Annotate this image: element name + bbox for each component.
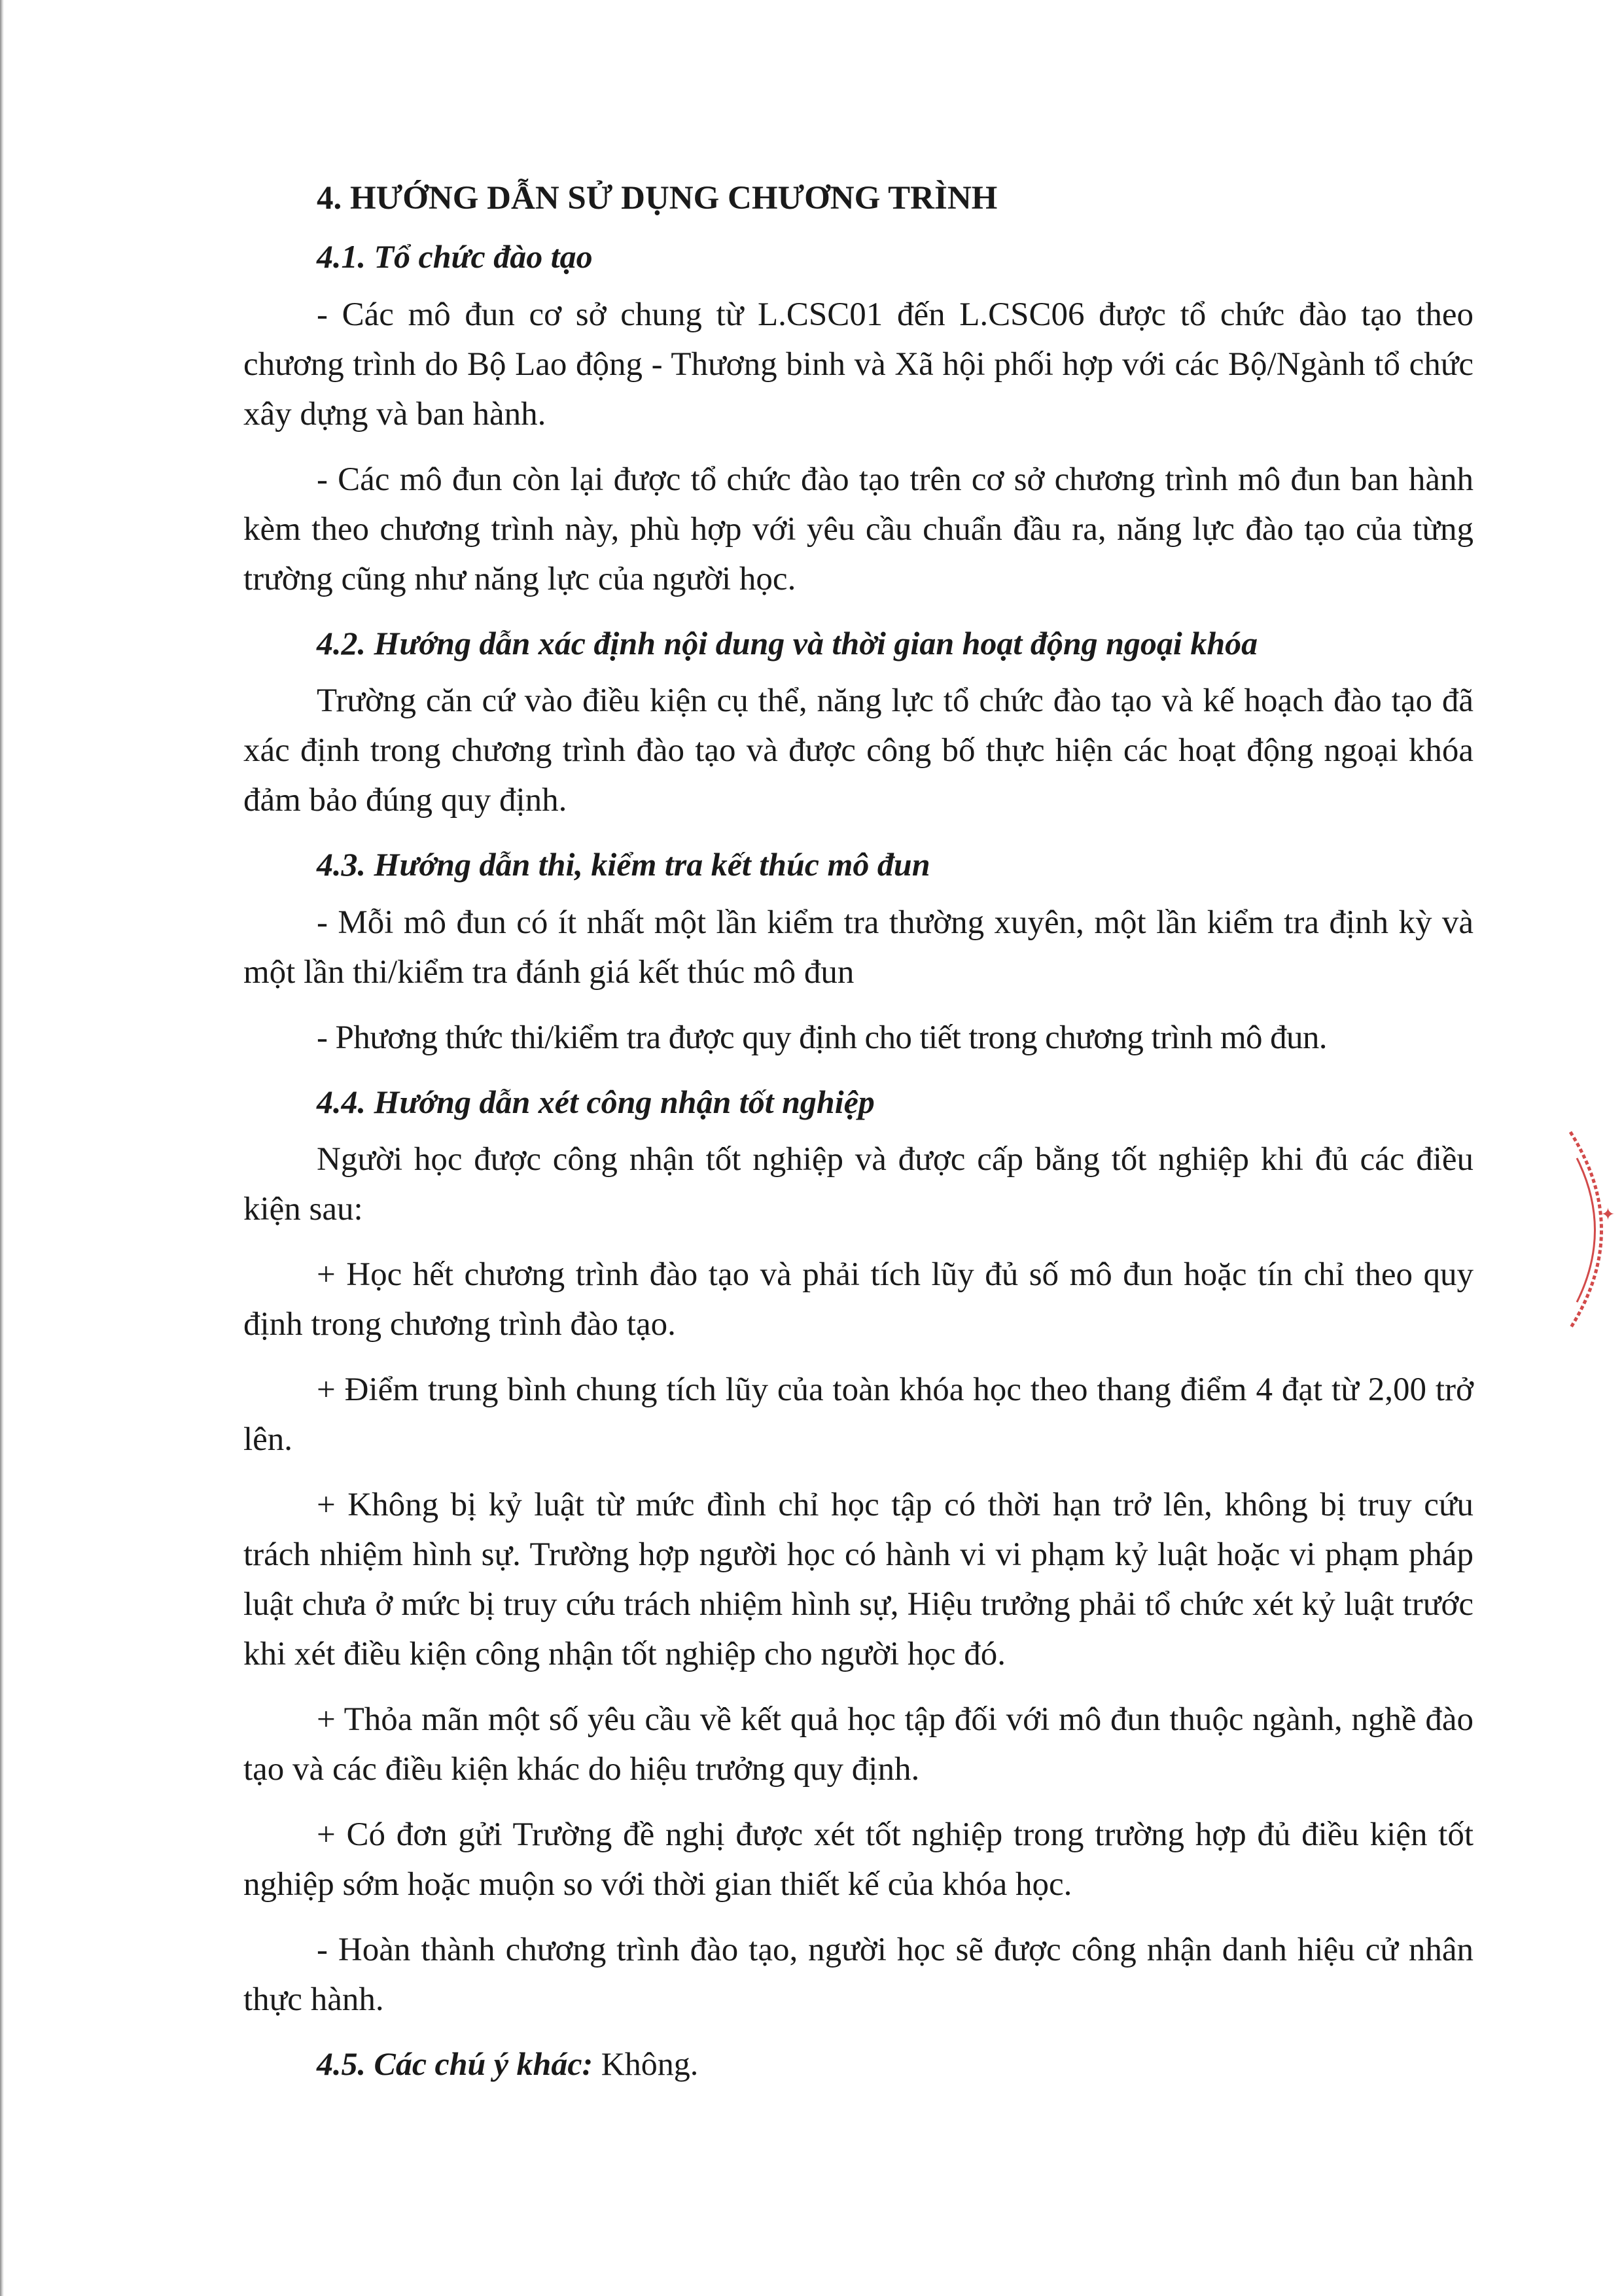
section-title: 4.3. Hướng dẫn thi, kiểm tra kết thúc mô đun (317, 846, 930, 883)
paragraph: + Điểm trung bình chung tích lũy của toàn khóa học theo thang điểm 4 đạt từ 2,00 trở lên. (243, 1371, 1474, 1458)
paragraph: - Mỗi mô đun có ít nhất một lần kiểm tra thường xuyên, một lần kiểm tra định kỳ và một lần thi/kiểm tra đánh giá kết thúc mô đun (243, 904, 1474, 991)
paragraph: - Các mô đun cơ sở chung từ L.CSC01 đến L.CSC06 được tổ chức đào tạo theo chương trình do Bộ Lao động - Thương binh và Xã hội phối hợp với các Bộ/Ngành tổ chức xây dựng và ban hành. (243, 296, 1474, 433)
paragraph: Người học được công nhận tốt nghiệp và được cấp bằng tốt nghiệp khi đủ các điều kiện sau: (243, 1141, 1474, 1228)
paragraph: - Các mô đun còn lại được tổ chức đào tạo trên cơ sở chương trình mô đun ban hành kèm theo chương trình này, phù hợp với yêu cầu chuẩn đầu ra, năng lực đào tạo của từng trường cũng như năng lực của người học. (243, 461, 1474, 597)
paragraph: + Thỏa mãn một số yêu cầu về kết quả học tập đối với mô đun thuộc ngành, nghề đào tạo và các điều kiện khác do hiệu trưởng quy định. (243, 1701, 1474, 1788)
section-title: 4.2. Hướng dẫn xác định nội dung và thời gian hoạt động ngoại khóa (317, 624, 1258, 662)
paragraph: - Phương thức thi/kiểm tra được quy định cho tiết trong chương trình mô đun. (317, 1019, 1327, 1056)
paragraph: Trường căn cứ vào điều kiện cụ thể, năng lực tổ chức đào tạo và kế hoạch đào tạo đã xác định trong chương trình đào tạo và được công bố thực hiện các hoạt động ngoại khóa đảm bảo đúng quy định. (243, 682, 1474, 819)
section-4-5 (317, 2040, 1474, 2088)
section-title: 4.5. Các chú ý khác: (317, 2045, 593, 2083)
scan-edge (0, 0, 4, 2296)
paragraph: + Không bị kỷ luật từ mức đình chỉ học tập có thời hạn trở lên, không bị truy cứu trách nhiệm hình sự. Trường hợp người học có hành vi vi phạm kỷ luật hoặc vi phạm pháp luật chưa ở mức bị truy cứu trách nhiệm hình sự, Hiệu trưởng phải tổ chức xét kỷ luật trước khi xét điều kiện công nhận tốt nghiệp cho người học đó. (243, 1487, 1474, 1673)
section-title: 4.4. Hướng dẫn xét công nhận tốt nghiệp (317, 1083, 875, 1120)
svg-text:✦: ✦ (1597, 1207, 1617, 1221)
red-stamp-fragment (1564, 1125, 1623, 1335)
paragraph: + Học hết chương trình đào tạo và phải tích lũy đủ số mô đun hoặc tín chỉ theo quy định trong chương trình đào tạo. (243, 1256, 1474, 1343)
paragraph: - Hoàn thành chương trình đào tạo, người học sẽ được công nhận danh hiệu cử nhân thực hành. (243, 1932, 1474, 2019)
section-4-4 (243, 1078, 1474, 2025)
section-4-3 (243, 841, 1474, 1063)
main-heading: 4. HƯỚNG DẪN SỬ DỤNG CHƯƠNG TRÌNH (317, 180, 998, 217)
paragraph: + Có đơn gửi Trường đề nghị được xét tốt nghiệp trong trường hợp đủ điều kiện tốt nghiệp sớm hoặc muộn so với thời gian thiết kế của khóa học. (243, 1816, 1474, 1903)
document-page (243, 177, 1474, 2097)
section-title: 4.1. Tổ chức đào tạo (317, 238, 593, 275)
section-4-2 (243, 620, 1474, 826)
section-value: Không. (601, 2045, 699, 2083)
section-4-1 (243, 233, 1474, 604)
